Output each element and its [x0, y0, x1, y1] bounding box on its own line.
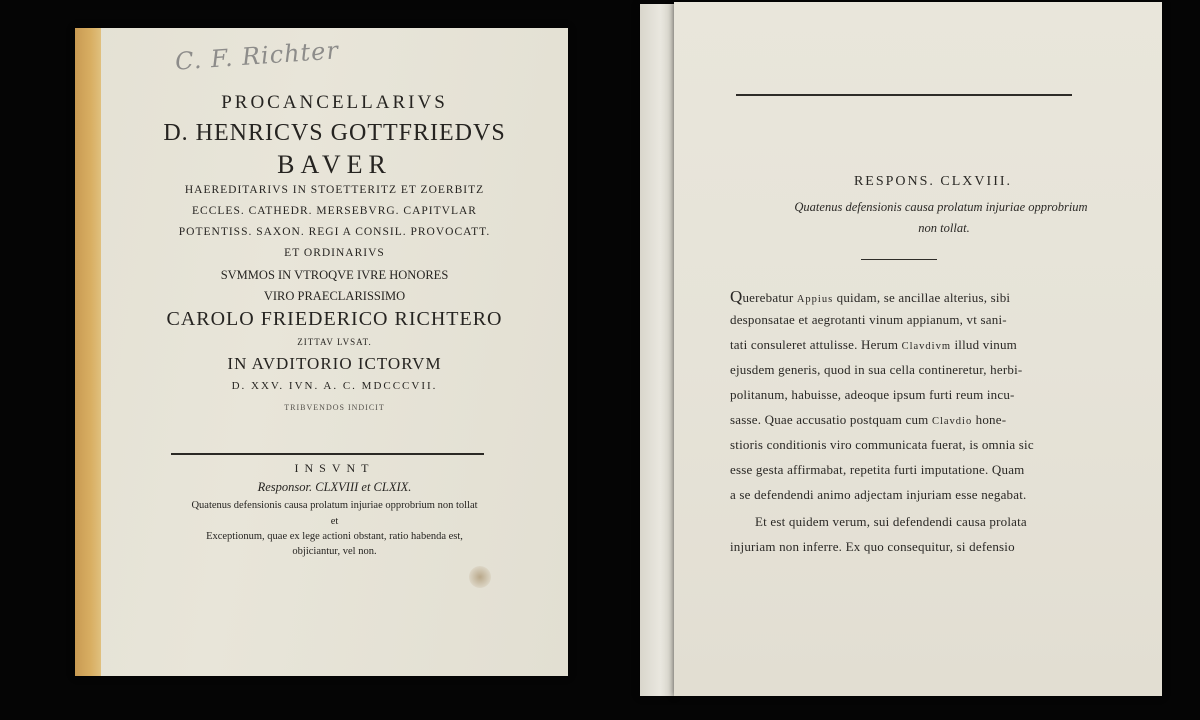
response-subtitle: non tollat. — [918, 221, 970, 235]
body-line: tati consuleret attulisse. Herum Clavdivm illud vinum — [730, 337, 1017, 352]
body-line: desponsatae et aegrotanti vinum appianum, vt sani- — [730, 312, 1007, 327]
handwritten-signature: C. F. Richter — [174, 36, 340, 76]
body-line: Et est quidem verum, sui defendendi causa prolata — [755, 514, 1027, 529]
body-line: sasse. Quae accusatio postquam cum Clavdio hone- — [730, 412, 1007, 427]
procancellarius-heading: PROCANCELLARIVS — [221, 92, 448, 113]
title-line: ECCLES. CATHEDR. MERSEBVRG. CAPITVLAR — [192, 205, 477, 217]
title-line: ET ORDINARIVS — [284, 247, 385, 259]
body-line: ejusdem generis, quod in sua cella contineretur, herbi- — [730, 362, 1023, 377]
response-subtitle: Quatenus defensionis causa prolatum injuriae opprobrium — [794, 200, 1088, 214]
body-line: Querebatur Appius quidam, se ancillae alterius, sibi — [730, 287, 1011, 306]
section-rule — [861, 259, 937, 260]
venue: IN AVDITORIO ICTORVM — [227, 354, 442, 373]
author-name: D. HENRICVS GOTTFRIEDVS — [163, 120, 506, 146]
header-rule — [736, 94, 1072, 96]
contents-line: et — [330, 516, 339, 527]
book-spine — [75, 28, 101, 676]
responsor-line: Responsor. CLXVIII et CLXIX. — [257, 480, 412, 494]
title-line: HAEREDITARIVS IN STOETTERITZ ET ZOERBITZ — [184, 184, 485, 196]
date-line: D. XXV. IVN. A. C. MDCCCVII. — [231, 380, 438, 392]
body-line: esse gesta affirmabat, repetita furti imputatione. Quam — [730, 462, 1025, 477]
contents-line: Quatenus defensionis causa prolatum injuriae opprobrium non tollat — [191, 500, 478, 511]
title-line: VIRO PRAECLARISSIMO — [263, 289, 406, 303]
body-line: a se defendendi animo adjectam injuriam esse negabat. — [730, 487, 1027, 502]
page-edge-strip — [640, 4, 674, 696]
recipient-origin: ZITTAV LVSAT. — [297, 337, 372, 347]
text-page — [674, 2, 1162, 696]
paper-stain — [469, 566, 491, 588]
contents-line: objiciantur, vel non. — [292, 546, 377, 557]
divider-rule — [171, 453, 484, 455]
body-line: stioris conditionis viro communicata fuerat, is omnia sic — [730, 437, 1034, 452]
body-line: politanum, habuisse, adeoque ipsum furti reum incu- — [730, 387, 1015, 402]
recipient-name: CAROLO FRIEDERICO RICHTERO — [166, 308, 503, 330]
title-page — [75, 28, 568, 676]
tribuendos-line: TRIBVENDOS INDICIT — [284, 403, 385, 412]
title-line: SVMMOS IN VTROQVE IVRE HONORES — [220, 268, 449, 282]
author-surname: BAVER — [277, 150, 392, 179]
response-title: RESPONS. CLXVIII. — [853, 174, 1013, 189]
title-line: POTENTISS. SAXON. REGI A CONSIL. PROVOCATT. — [178, 226, 491, 238]
insunt-heading: INSVNT — [294, 461, 375, 475]
contents-line: Exceptionum, quae ex lege actioni obstant, ratio habenda est, — [206, 531, 463, 542]
body-line: injuriam non inferre. Ex quo consequitur, si defensio — [730, 539, 1015, 554]
